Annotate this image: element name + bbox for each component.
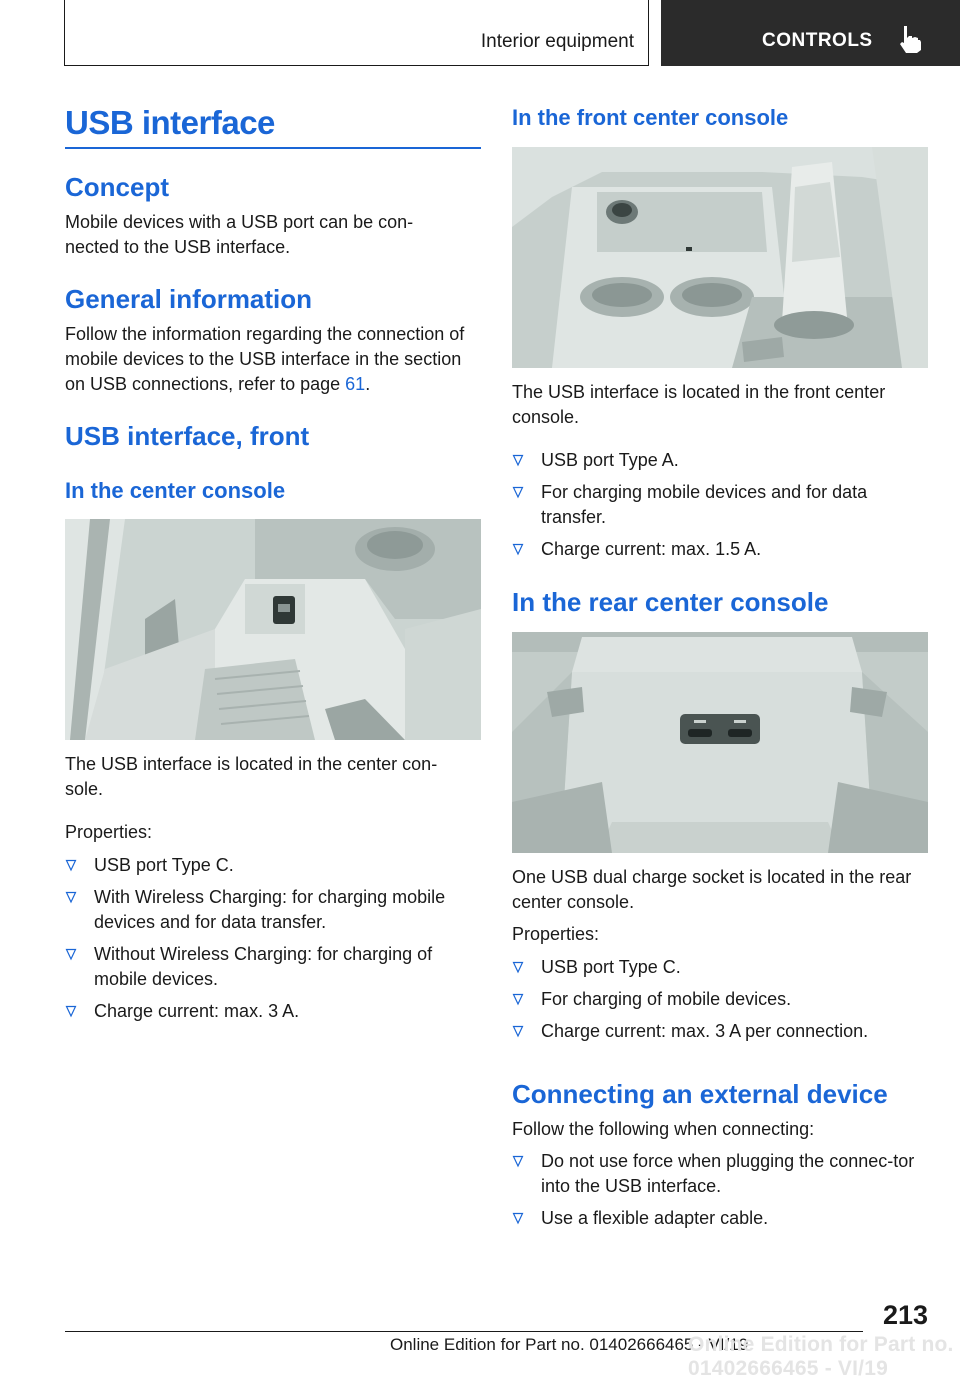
page-link[interactable]: 61 (345, 374, 366, 394)
list-item (512, 955, 928, 980)
concept-heading: Concept (65, 172, 169, 202)
list-item-text: Charge current: max. 3 A. (94, 1001, 300, 1021)
hand-pointer-icon (897, 24, 923, 54)
triangle-bullet-icon (513, 962, 523, 973)
list-item (512, 987, 928, 1012)
triangle-bullet-icon (66, 860, 76, 871)
list-item-text: USB port Type C. (94, 855, 234, 875)
list-item (65, 999, 481, 1024)
triangle-bullet-icon (513, 487, 523, 498)
front-center-caption: The USB interface is located in the front center console. (512, 382, 886, 427)
connect-bullet-list (512, 1149, 928, 1238)
triangle-bullet-icon (66, 892, 76, 903)
footer-edition: Online Edition for Part no. 01402666465 - VI/19 (390, 1335, 749, 1354)
rear-properties-label: Properties: (512, 924, 600, 944)
triangle-bullet-icon (513, 455, 523, 466)
header-chapter-title: CONTROLS (762, 30, 873, 51)
list-item (512, 448, 928, 473)
list-item (512, 480, 928, 530)
triangle-bullet-icon (513, 994, 523, 1005)
list-item-text: USB port Type A. (541, 450, 679, 470)
connect-heading: Connecting an external device (512, 1079, 888, 1109)
concept-text: Mobile devices with a USB port can be con‐nected to the USB interface. (65, 212, 414, 257)
rear-center-console-photo (512, 632, 928, 853)
general-text (65, 322, 481, 397)
list-item-text: Do not use force when plugging the connec‐tor into the USB interface. (541, 1151, 915, 1196)
title-rule (65, 147, 481, 149)
triangle-bullet-icon (513, 1026, 523, 1037)
front-center-bullet-list (512, 448, 928, 569)
center-properties-label: Properties: (65, 822, 153, 842)
page-number: 213 (882, 1300, 928, 1330)
list-item-text: With Wireless Charging: for charging mobile devices and for data transfer. (94, 887, 446, 932)
general-text-end: . (365, 374, 371, 394)
center-caption: The USB interface is located in the center con‐sole. (65, 754, 438, 799)
rear-bullet-list (512, 955, 928, 1051)
triangle-bullet-icon (66, 1006, 76, 1017)
list-item-text: For charging mobile devices and for data transfer. (541, 482, 868, 527)
center-console-photo (65, 519, 481, 740)
list-item (512, 1206, 928, 1231)
list-item-text: USB port Type C. (541, 957, 681, 977)
list-item (512, 1019, 928, 1044)
triangle-bullet-icon (66, 949, 76, 960)
list-item (65, 942, 481, 992)
list-item (512, 537, 928, 562)
rear-caption: One USB dual charge socket is located in the rear center console. (512, 867, 912, 912)
general-text-body: Follow the information regarding the connection of mobile devices to the USB interface in the section on USB connections, refer to page (65, 324, 465, 394)
list-item-text: Charge current: max. 1.5 A. (541, 539, 762, 559)
footer-rule (65, 1331, 863, 1332)
triangle-bullet-icon (513, 1213, 523, 1224)
connect-text: Follow the following when connecting: (512, 1119, 815, 1139)
front-center-console-photo (512, 147, 928, 368)
page-title: USB interface (65, 104, 275, 141)
list-item-text: Without Wireless Charging: for charging of mobile devices. (94, 944, 433, 989)
header-section-box (64, 0, 649, 66)
general-heading: General information (65, 284, 313, 314)
list-item-text: Use a flexible adapter cable. (541, 1208, 769, 1228)
footer-watermark: Online Edition for Part no. 01402666465 - VI/19 (688, 1333, 954, 1380)
list-item (512, 1149, 928, 1199)
header-section-title: Interior equipment (480, 31, 634, 52)
triangle-bullet-icon (513, 544, 523, 555)
list-item (65, 885, 481, 935)
list-item (65, 853, 481, 878)
front-heading: USB interface, front (65, 421, 310, 451)
center-bullet-list (65, 853, 481, 1031)
front-center-heading: In the front center console (512, 105, 789, 130)
list-item-text: For charging of mobile devices. (541, 989, 792, 1009)
rear-heading: In the rear center console (512, 587, 829, 617)
list-item-text: Charge current: max. 3 A per connection. (541, 1021, 869, 1041)
triangle-bullet-icon (513, 1156, 523, 1167)
center-console-heading: In the center console (65, 478, 286, 503)
header-chapter-tab[interactable] (661, 0, 960, 66)
